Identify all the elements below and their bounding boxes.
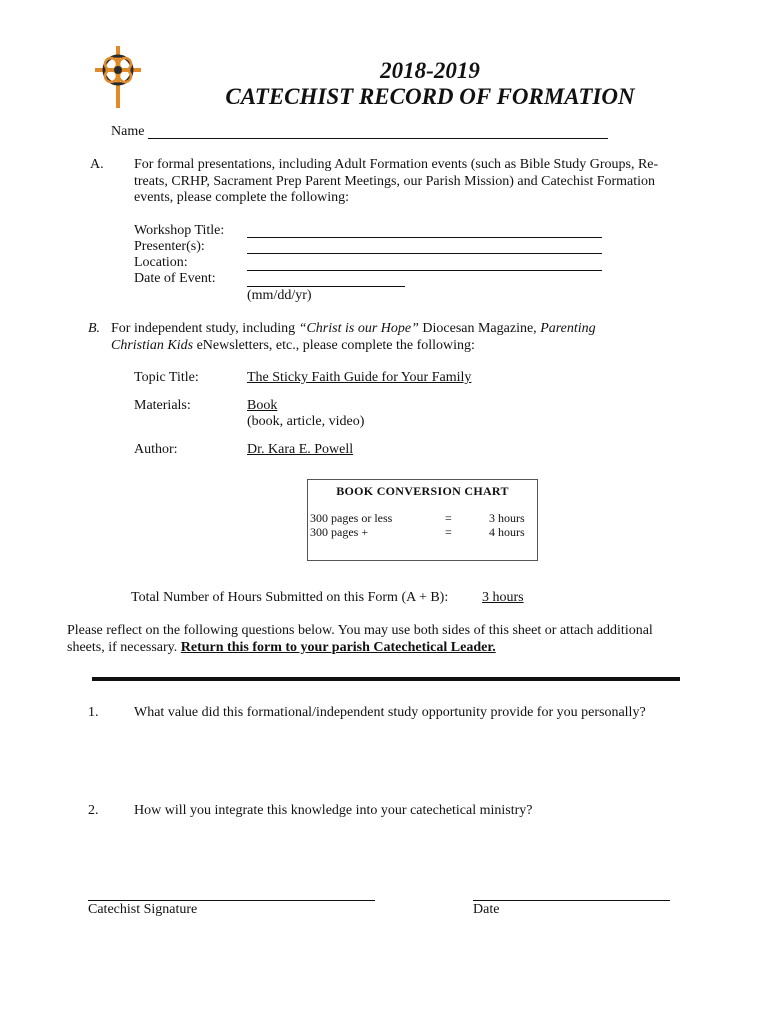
question-2-answer-area[interactable] [134,823,694,883]
date-of-event-label: Date of Event: [134,271,216,286]
section-b-line1: For independent study, including “Christ is our Hope” Diocesan Magazine, Parenting [111,321,596,336]
reflect-line1: Please reflect on the following questions below. You may use both sides of this sheet or attach additional [67,623,653,638]
diocese-logo-icon [95,46,141,108]
location-field[interactable] [247,270,602,271]
materials-value[interactable]: Book [247,398,278,413]
author-label: Author: [134,442,178,457]
chart-row2-hours: 4 hours [489,525,525,539]
question-1-number: 1. [88,705,99,720]
question-1-text: What value did this formational/independent study opportunity provide for you personally? [134,705,646,720]
chart-row1-hours: 3 hours [489,511,525,525]
question-2-number: 2. [88,803,99,818]
question-1-answer-area[interactable] [134,725,694,785]
workshop-title-label: Workshop Title: [134,223,225,238]
name-label: Name [111,124,145,139]
author-value[interactable]: Dr. Kara E. Powell [247,442,354,457]
date-format-hint: (mm/dd/yr) [247,288,312,303]
date-of-event-field[interactable] [247,286,405,287]
return-instruction: Return this form to your parish Catechetical Leader. [180,640,496,655]
catechist-signature-label: Catechist Signature [88,902,198,917]
topic-title-value[interactable]: The Sticky Faith Guide for Your Family [247,370,472,385]
total-hours-label: Total Number of Hours Submitted on this Form (A + B): [131,590,449,605]
section-b-letter: B. [88,321,101,336]
section-a-letter: A. [90,157,104,172]
year-heading: 2018-2019 [380,58,480,83]
section-a-line1: For formal presentations, including Adult Formation events (such as Bible Study Groups, Re- [134,157,659,172]
presenters-field[interactable] [247,253,602,254]
total-hours-value[interactable]: 3 hours [482,590,524,605]
name-field[interactable] [148,138,608,139]
presenters-label: Presenter(s): [134,239,205,254]
question-2-text: How will you integrate this knowledge into your catechetical ministry? [134,803,533,818]
topic-title-label: Topic Title: [134,370,199,385]
location-label: Location: [134,255,188,270]
section-b-line2: Christian Kids eNewsletters, etc., please complete the following: [111,338,475,353]
page-title: CATECHIST RECORD OF FORMATION [225,84,635,109]
catechist-signature-field[interactable] [88,900,375,901]
chart-row1-eq: = [445,511,452,525]
section-a-line3: events, please complete the following: [134,190,349,205]
materials-hint: (book, article, video) [247,414,365,429]
section-divider [92,677,680,681]
chart-row1-pages: 300 pages or less [310,511,393,525]
chart-row2-pages: 300 pages + [310,525,369,539]
book-conversion-chart [307,479,538,561]
chart-heading: BOOK CONVERSION CHART [336,484,509,498]
reflect-line2: sheets, if necessary. Return this form to your parish Catechetical Leader. [67,640,496,655]
section-a-line2: treats, CRHP, Sacrament Prep Parent Meetings, our Parish Mission) and Catechist Formation [134,174,656,189]
workshop-title-field[interactable] [247,237,602,238]
materials-label: Materials: [134,398,191,413]
date-label: Date [473,902,500,917]
date-field[interactable] [473,900,670,901]
chart-row2-eq: = [445,525,452,539]
